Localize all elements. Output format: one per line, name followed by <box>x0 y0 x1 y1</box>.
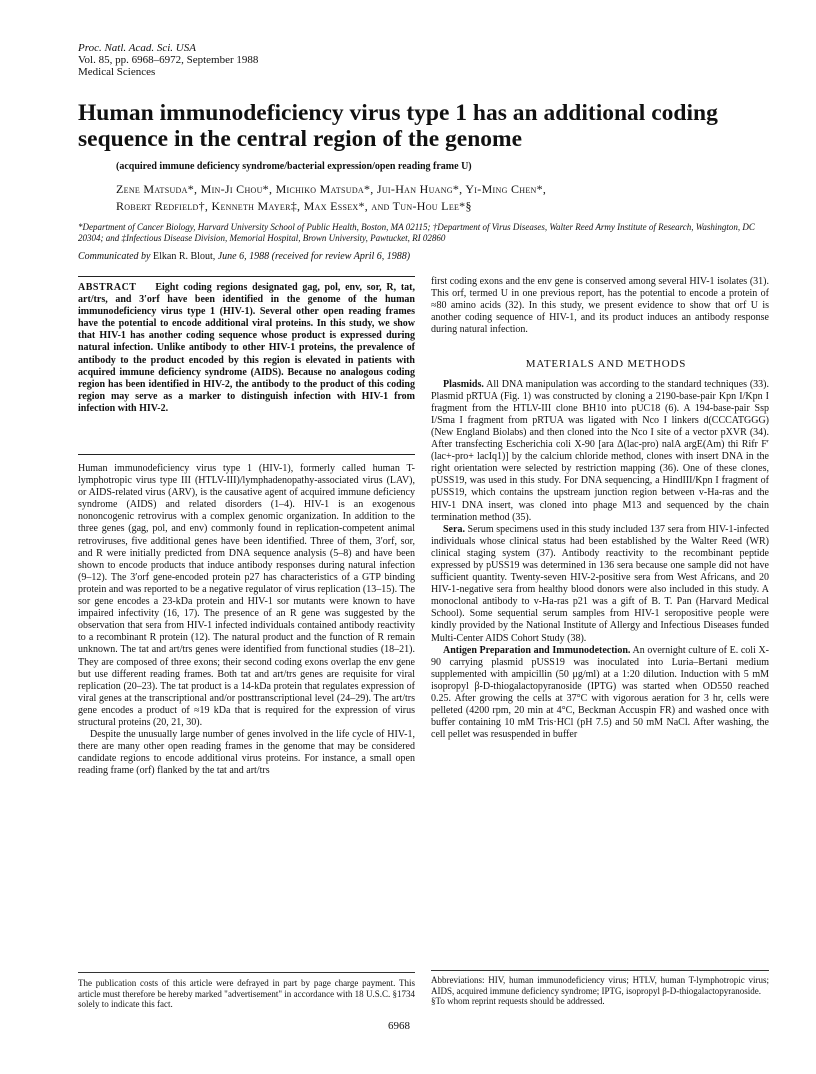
methods-heading: MATERIALS AND METHODS <box>525 358 687 371</box>
reprint-note: §To whom reprint requests should be addressed. <box>431 996 605 1006</box>
journal-name: Proc. Natl. Acad. Sci. USA <box>78 42 196 54</box>
communicated-prefix: Communicated by <box>78 251 153 262</box>
authors-line-1: Zene Matsuda*, Min-Ji Chou*, Michiko Matsuda*, Jui-Han Huang*, Yi-Ming Chen*, <box>116 182 547 196</box>
plasmids-runhead: Plasmids. <box>443 378 484 390</box>
communicated-name: Elkan R. Blout <box>153 251 213 262</box>
section-name: Medical Sciences <box>78 66 156 78</box>
antigen-text: An overnight culture of E. coli X-90 carrying plasmid pUSS19 was inoculated into Luria–Bertani medium supplemented with ampicillin (50 μg/ml) at a 1:20 dilution. Induction with 5 mM isopropyl β-D-thiogalactopyranoside (IPTG) was started when OD550 reached 0.25. After growing the cells at 37°C with vigorous aeration for 3 hr, cells were pelleted (4200 rpm, 20 min at 4°C, Beckman Accuspin FR) and washed once with buffer containing 10 mM Tris·HCl (pH 7.5) and 50 mM NaCl. After washing, the cell pellet was resuspended in buffer <box>431 644 769 741</box>
abstract-text: Eight coding regions designated gag, pol, env, sor, R, tat, art/trs, and 3′orf have been identified in the genome of the human immunodeficiency virus type 1 (HIV-1). Several other open reading frames have the potential to encode additional viral proteins. In this study, we show that HIV-1 has another coding sequence whose product is expressed during natural infection. Unlike antibody to other HIV-1 proteins, the prevalence of antibody to the product encoded by this region is elevated in patients with acquired immune deficiency syndrome (AIDS). Because no analogous coding region has been identified in HIV-2, the antibody to the product of this coding region may serve as a marker to distinguish infection with HIV-1 from infection with HIV-2. <box>78 282 415 414</box>
antigen-runhead: Antigen Preparation and Immunodetection. <box>443 644 631 656</box>
abstract-label: ABSTRACT <box>78 282 137 293</box>
abstract-top-rule <box>78 276 415 277</box>
communicated-by <box>78 251 768 262</box>
abstract-box <box>78 276 415 456</box>
author-list <box>116 181 756 215</box>
communicated-dates: , June 6, 1988 (received for review April 6, 1988) <box>212 251 411 262</box>
left-column <box>78 463 415 777</box>
article-title: Human immunodeficiency virus type 1 has an additional coding sequence in the central region of the genome <box>78 100 718 152</box>
plasmids-paragraph <box>431 379 769 524</box>
left-footnote-rule <box>78 972 415 973</box>
sera-text: Serum specimens used in this study included 137 sera from HIV-1-infected individuals whose clinical status had been established by the Walter Reed (WR) clinical staging system (37). Antibody reactivity to the recombinant peptide expressed by pUSS19 was determined in 136 sera because one sample did not have sufficient quantity. Twenty-seven HIV-2-positive sera from West Africans, and 20 HIV-1-negative sera from healthy blood donors were also included in this study. A monoclonal antibody to v-Ha-ras p21 was a gift of B. T. Pan (Harvard Medical School). Some sequential serum samples from HIV-1 seropositive people were kindly provided by the National Institute of Allergy and Infectious Diseases funded Multi-Center AIDS Cohort Study (38). <box>431 523 769 644</box>
antigen-paragraph <box>431 645 769 742</box>
right-column <box>431 276 769 741</box>
intro-paragraph-1: Human immunodeficiency virus type 1 (HIV-1), formerly called human T-lymphotropic virus type III (HTLV-III)/lymphadenopathy-associated virus (LAV), or AIDS-related virus (ARV), is the causative agent of acquired immune deficiency syndrome (AIDS) and related disorders (1–4). HIV-1 is an exogenous nononcogenic retrovirus with a complex genomic organization. In addition to the three genes (gag, pol, and env) commonly found in replication-competent animal retroviruses, five additional genes have been identified. Three of them, 3′orf, sor, and R were initially predicted from DNA sequence analysis (5–8) and have been shown to encode products that induce antibody responses during natural infection (9–12). The 3′orf gene-encoded protein p27 has characteristics of a GTP binding protein and was reported to be a negative regulator of virus replication (13–15). The sor gene encodes a 23-kDa protein and HIV-1 sor mutants were known to have impaired infectivity (16, 17). The presence of an R gene was suggested by the observation that sera from HIV-1 infected individuals contained antibody reactivity to a recombinant R protein (12). The natural product and the function of R remain unknown. The tat and art/trs genes were identified from functional studies (18–21). They are composed of three exons; their second coding exons overlap the env gene but use different reading frames. Both tat and art/trs genes are requisite for viral replication (20–23). The tat product is a 14-kDa protein that regulates expression of viral genes at the transcriptional and/or posttranscriptional level (24–29). The art/trs gene encodes a product of ≈19 kDa that is required for the expression of virus structural proteins (20, 21, 30). <box>78 463 415 728</box>
abbreviations-note: Abbreviations: HIV, human immunodeficiency virus; HTLV, human T-lymphotropic virus; AIDS, acquired immune deficiency syndrome; IPTG, isopropyl β-D-thiogalactopyranoside. <box>431 975 769 996</box>
affiliations: *Department of Cancer Biology, Harvard University School of Public Health, Boston, MA 02115; †Department of Virus Diseases, Walter Reed Army Institute of Research, Washington, DC 20304; and ‡Infectious Disease Division, Memorial Hospital, Brown University, Pawtucket, RI 02860 <box>78 222 755 243</box>
volume-info: Vol. 85, pp. 6968–6972, September 1988 <box>78 54 259 66</box>
page-number: 6968 <box>388 1020 410 1032</box>
sera-runhead: Sera. <box>443 523 465 535</box>
abstract-bottom-rule <box>78 454 415 455</box>
journal-header <box>78 42 258 78</box>
authors-line-2: Robert Redfield†, Kenneth Mayer‡, Max Essex*, and Tun-Hou Lee*§ <box>116 199 472 213</box>
right-footnote-rule <box>431 970 769 971</box>
sera-paragraph <box>431 524 769 645</box>
right-footnotes <box>431 975 769 1007</box>
publication-cost-note: The publication costs of this article were defrayed in part by page charge payment. This article must therefore be hereby marked "advertisement" in accordance with 18 U.S.C. §1734 solely to indicate this fact. <box>78 978 415 1009</box>
plasmids-text: All DNA manipulation was according to the standard techniques (33). Plasmid pRTUA (Fig. 1) was constructed by cloning a 2190-base-pair Kpn I/Kpn I fragment from the HTLV-III clone BH10 into pUC18 (6). A 194-base-pair Ssp I/Sma I fragment from pRTUA was ligated with Nco I linkers d(CCCATGGG) (New England Biolabs) and then cloned into the Nco I site of a vector pXVR (34). After transfecting Escherichia coli X-90 [ara Δ(lac-pro) nalA argE(Am) thi Rifr F′(lac+-pro+ lacIq1)] by the calcium chloride method, clones with insert DNA in the right orientation were selected by restriction mapping (36). One of these clones, pUSS19, was used in this study. For DNA sequencing, a HindIII/Kpn I fragment of pUSS19, which contains the upstream junction region between v-Ha-ras and the HIV-1 DNA insert, was cloned into phage M13 and sequenced by the chain termination method (35). <box>431 378 769 523</box>
intro-paragraph-2: Despite the unusually large number of genes involved in the life cycle of HIV-1, there are many other open reading frames in the genome that may be considered candidate regions to encode additional virus proteins. For instance, a small open reading frame (orf) flanked by the tat and art/trs <box>78 729 415 777</box>
keywords: (acquired immune deficiency syndrome/bacterial expression/open reading frame U) <box>116 161 472 172</box>
abstract <box>78 282 415 415</box>
intro-continuation: first coding exons and the env gene is conserved among several HIV-1 isolates (31). This orf, termed U in one previous report, has the potential to encode a protein of ≈80 amino acids (32). In this study, we present evidence to show that orf U is another coding sequence of HIV-1, and its product induces an antibody response during natural infection. <box>431 276 769 336</box>
